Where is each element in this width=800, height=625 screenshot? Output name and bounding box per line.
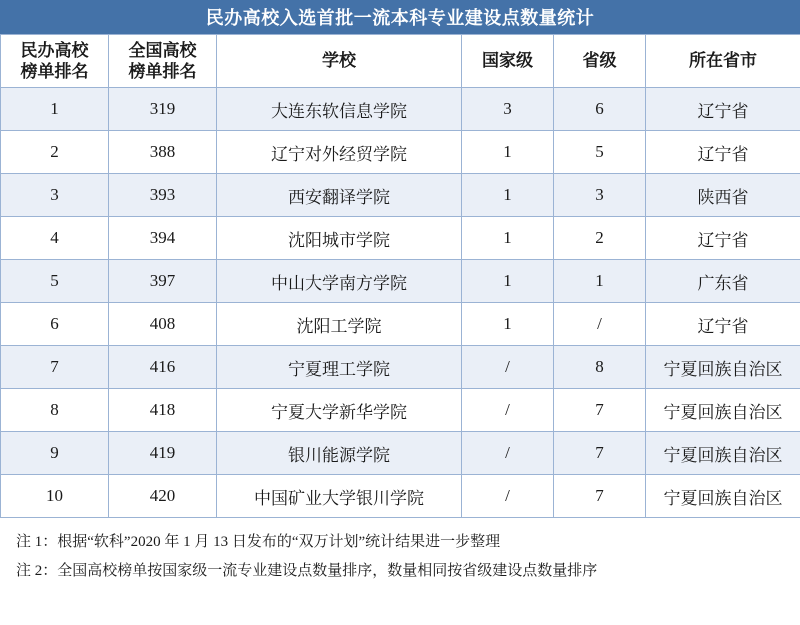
footnotes	[0, 518, 800, 587]
table-row	[1, 88, 800, 131]
cell-private-rank: 9	[1, 432, 109, 475]
cell-province: 陕西省	[646, 174, 800, 217]
column-header-provincial-level: 省级	[554, 35, 646, 88]
table-header-row	[1, 35, 800, 88]
cell-province: 宁夏回族自治区	[646, 432, 800, 475]
cell-province: 宁夏回族自治区	[646, 475, 800, 518]
column-header-national-rank-line2: 榜单排名	[128, 62, 197, 81]
table-row	[1, 217, 800, 260]
cell-province: 辽宁省	[646, 131, 800, 174]
column-header-national-level: 国家级	[462, 35, 554, 88]
cell-provincial-level: 7	[554, 389, 646, 432]
cell-provincial-level: /	[554, 303, 646, 346]
table-header	[1, 35, 800, 88]
column-header-national-rank-line1: 全国高校	[128, 40, 197, 60]
column-header-school: 学校	[217, 35, 462, 88]
cell-private-rank: 6	[1, 303, 109, 346]
column-header-province: 所在省市	[646, 35, 800, 88]
cell-province: 宁夏回族自治区	[646, 389, 800, 432]
cell-province: 辽宁省	[646, 88, 800, 131]
cell-national-rank: 416	[109, 346, 217, 389]
cell-national-rank: 408	[109, 303, 217, 346]
cell-private-rank: 4	[1, 217, 109, 260]
cell-provincial-level: 2	[554, 217, 646, 260]
cell-national-level: /	[462, 475, 554, 518]
cell-provincial-level: 1	[554, 260, 646, 303]
cell-national-rank: 419	[109, 432, 217, 475]
column-header-private-rank-line2: 榜单排名	[20, 62, 89, 81]
cell-national-level: 3	[462, 88, 554, 131]
cell-school: 中国矿业大学银川学院	[217, 475, 462, 518]
table-row	[1, 475, 800, 518]
cell-provincial-level: 7	[554, 432, 646, 475]
table-body	[1, 88, 800, 518]
cell-province: 广东省	[646, 260, 800, 303]
cell-national-level: 1	[462, 174, 554, 217]
cell-school: 辽宁对外经贸学院	[217, 131, 462, 174]
column-header-private-rank	[1, 35, 109, 88]
cell-school: 中山大学南方学院	[217, 260, 462, 303]
footnote-2: 注 2：全国高校榜单按国家级一流专业建设点数量排序，数量相同按省级建设点数量排序	[16, 563, 598, 580]
cell-school: 宁夏大学新华学院	[217, 389, 462, 432]
cell-provincial-level: 7	[554, 475, 646, 518]
cell-province: 辽宁省	[646, 217, 800, 260]
table-row	[1, 260, 800, 303]
cell-private-rank: 10	[1, 475, 109, 518]
cell-provincial-level: 8	[554, 346, 646, 389]
cell-provincial-level: 5	[554, 131, 646, 174]
cell-school: 银川能源学院	[217, 432, 462, 475]
cell-national-rank: 420	[109, 475, 217, 518]
column-header-national-rank	[109, 35, 217, 88]
table-row	[1, 174, 800, 217]
cell-school: 大连东软信息学院	[217, 88, 462, 131]
cell-provincial-level: 6	[554, 88, 646, 131]
cell-provincial-level: 3	[554, 174, 646, 217]
cell-national-level: 1	[462, 131, 554, 174]
cell-national-level: 1	[462, 217, 554, 260]
table-row	[1, 346, 800, 389]
cell-school: 沈阳工学院	[217, 303, 462, 346]
cell-province: 辽宁省	[646, 303, 800, 346]
ranking-table	[0, 34, 800, 518]
cell-national-rank: 394	[109, 217, 217, 260]
cell-national-level: 1	[462, 260, 554, 303]
cell-national-rank: 393	[109, 174, 217, 217]
column-header-private-rank-line1: 民办高校	[20, 40, 89, 60]
cell-national-rank: 319	[109, 88, 217, 131]
cell-private-rank: 7	[1, 346, 109, 389]
page-title: 民办高校入选首批一流本科专业建设点数量统计	[0, 0, 800, 34]
cell-private-rank: 1	[1, 88, 109, 131]
cell-private-rank: 2	[1, 131, 109, 174]
table-row	[1, 389, 800, 432]
table-row	[1, 303, 800, 346]
cell-national-level: /	[462, 346, 554, 389]
cell-national-rank: 388	[109, 131, 217, 174]
cell-national-level: /	[462, 432, 554, 475]
cell-school: 沈阳城市学院	[217, 217, 462, 260]
cell-private-rank: 5	[1, 260, 109, 303]
cell-school: 宁夏理工学院	[217, 346, 462, 389]
cell-national-rank: 418	[109, 389, 217, 432]
cell-private-rank: 8	[1, 389, 109, 432]
footnote-1: 注 1：根据“软科”2020 年 1 月 13 日发布的“双万计划”统计结果进一步整理	[16, 534, 501, 550]
cell-private-rank: 3	[1, 174, 109, 217]
table-row	[1, 432, 800, 475]
cell-national-level: /	[462, 389, 554, 432]
cell-national-rank: 397	[109, 260, 217, 303]
cell-province: 宁夏回族自治区	[646, 346, 800, 389]
cell-school: 西安翻译学院	[217, 174, 462, 217]
table-row	[1, 131, 800, 174]
cell-national-level: 1	[462, 303, 554, 346]
